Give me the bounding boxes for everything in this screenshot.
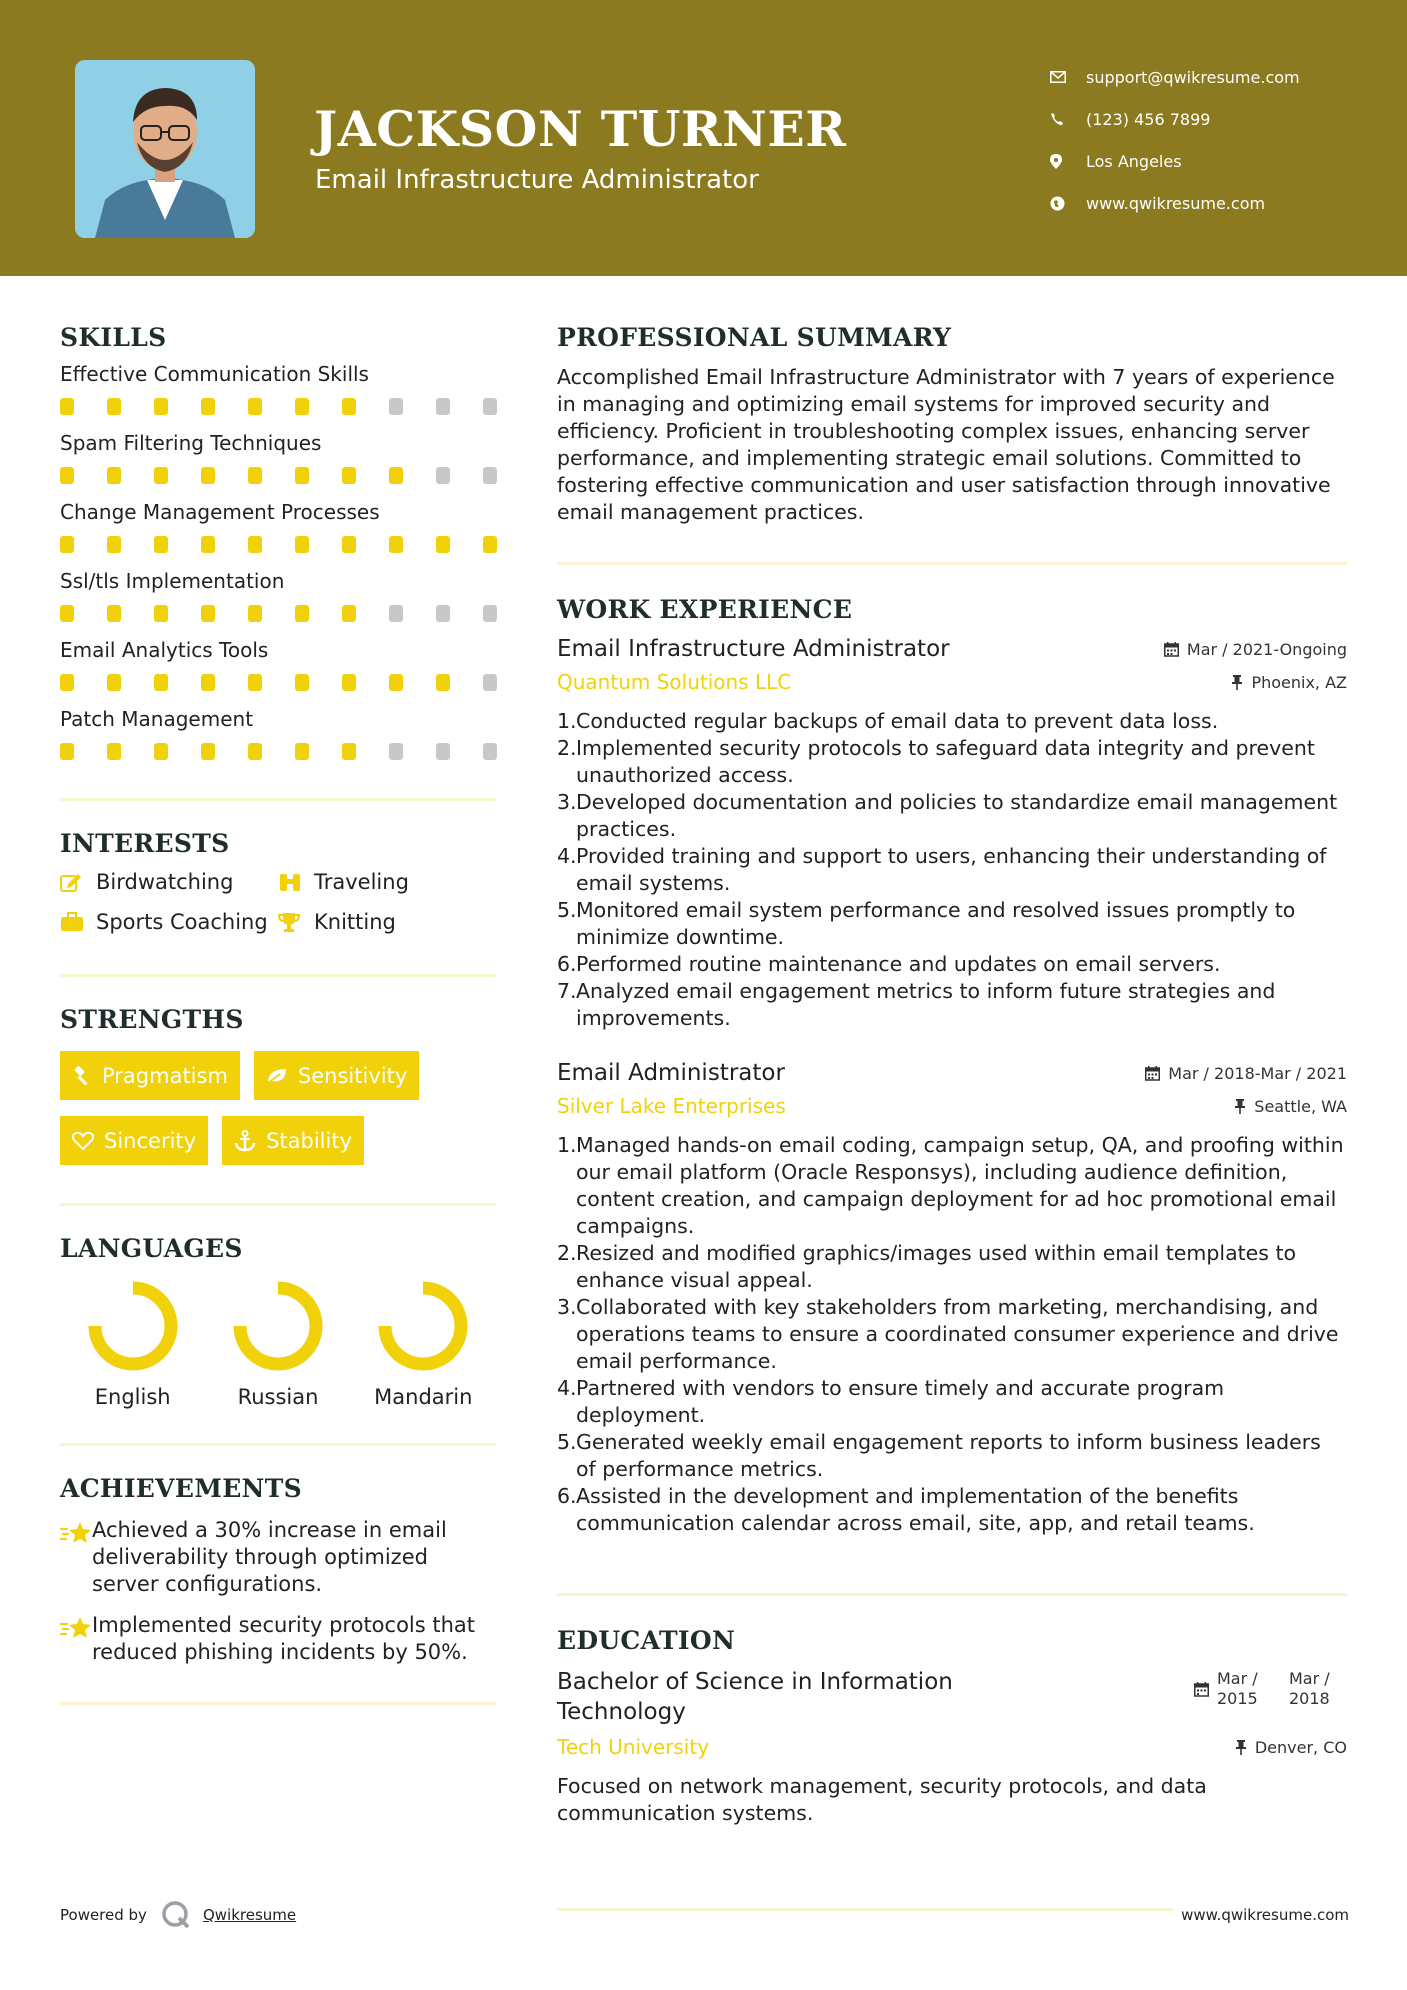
pencil-square-icon — [60, 872, 96, 892]
skill-name: Ssl/tls Implementation — [60, 569, 285, 593]
binoculars-icon — [278, 872, 314, 892]
rating-dot-empty — [483, 467, 497, 484]
envelope-icon — [1050, 71, 1086, 83]
start-year: 2015 — [1217, 1689, 1258, 1708]
list-item: 2. Implemented security protocols to safeguard data integrity and prevent unauthorized access. — [557, 736, 1315, 787]
achievement-text: Achieved a 30% increase in email deliverability through optimized server configurations. — [92, 1518, 447, 1596]
contact-location-text: Los Angeles — [1086, 151, 1182, 171]
rating-dot-filled — [107, 536, 121, 553]
achievements-heading: ACHIEVEMENTS — [60, 1474, 302, 1503]
list-item: 6. Performed routine maintenance and updates on email servers. — [557, 952, 1221, 976]
list-item: 1. Managed hands-on email coding, campaign setup, QA, and proofing within our email platform (Oracle Responsys), including audience definition, content creation, and campaign deployment for ad hoc promotional email campaigns. — [557, 1133, 1344, 1238]
rating-dot-empty — [483, 674, 497, 691]
job-location — [1234, 1097, 1347, 1116]
end-month: Mar / — [1289, 1669, 1330, 1688]
calendar-icon — [1194, 1682, 1209, 1697]
interest-item — [278, 870, 478, 894]
education-location — [1235, 1738, 1347, 1757]
achievements-list — [60, 1517, 496, 1666]
section-divider — [60, 974, 496, 977]
rating-dot-empty — [483, 605, 497, 622]
languages-list — [60, 1279, 496, 1409]
skills-heading: SKILLS — [60, 323, 167, 352]
skill-name: Change Management Processes — [60, 500, 380, 524]
map-pin-icon — [1050, 154, 1086, 169]
language-label: Russian — [237, 1385, 319, 1409]
strength-badge — [254, 1051, 419, 1100]
school-name: Tech University — [557, 1735, 710, 1759]
rating-dot-filled — [436, 536, 450, 553]
rating-dot-filled — [154, 536, 168, 553]
skill-rating — [60, 398, 497, 415]
skill-rating — [60, 674, 497, 691]
left-column — [60, 323, 496, 1705]
interest-label: Birdwatching — [96, 870, 234, 894]
language-item — [205, 1279, 350, 1409]
education-entry — [557, 1667, 1347, 1827]
contact-location — [1050, 140, 1300, 182]
strength-badge — [222, 1116, 364, 1165]
qwikresume-logo-icon — [161, 1900, 191, 1930]
strength-badge — [60, 1051, 240, 1100]
trophy-icon — [278, 912, 314, 932]
language-ring-arc — [95, 1288, 171, 1364]
rating-dot-filled — [60, 674, 74, 691]
skill-rating — [60, 743, 497, 760]
pushpin-icon — [1234, 1099, 1246, 1114]
star-icon — [60, 1517, 92, 1549]
skill-name: Patch Management — [60, 707, 254, 731]
section-divider — [557, 1593, 1347, 1596]
language-ring — [376, 1279, 470, 1373]
rating-dot-filled — [295, 674, 309, 691]
section-divider — [557, 562, 1347, 565]
pushpin-icon — [1235, 1740, 1247, 1755]
globe-icon — [1050, 196, 1086, 211]
job-entry — [557, 1060, 1347, 1537]
list-item: 5. Generated weekly email engagement reports to inform business leaders of performance metrics. — [557, 1430, 1321, 1481]
rating-dot-filled — [248, 536, 262, 553]
skill-rating — [60, 467, 497, 484]
language-ring — [231, 1279, 325, 1373]
language-label: Mandarin — [374, 1385, 473, 1409]
heart-icon — [72, 1131, 94, 1151]
skill-item — [60, 636, 496, 691]
rating-dot-filled — [389, 536, 403, 553]
section-divider — [60, 1443, 496, 1446]
rating-dot-filled — [248, 398, 262, 415]
job-dates-text: Mar / 2021-Ongoing — [1186, 639, 1347, 659]
list-item: 2. Resized and modified graphics/images used within email templates to enhance visual appeal. — [557, 1241, 1297, 1292]
rating-dot-empty — [436, 398, 450, 415]
education-heading: EDUCATION — [557, 1626, 736, 1655]
interest-label: Traveling — [314, 870, 409, 894]
briefcase-icon — [60, 912, 96, 932]
rating-dot-filled — [342, 398, 356, 415]
contact-email[interactable] — [1050, 56, 1300, 98]
interest-label: Knitting — [314, 910, 396, 934]
rating-dot-empty — [389, 605, 403, 622]
rating-dot-filled — [248, 605, 262, 622]
rating-dot-filled — [248, 467, 262, 484]
contact-website[interactable] — [1050, 182, 1300, 224]
rating-dot-filled — [107, 467, 121, 484]
header-banner — [0, 0, 1407, 276]
interest-label: Sports Coaching — [96, 910, 268, 934]
achievement-text: Implemented security protocols that reduced phishing incidents by 50%. — [92, 1613, 476, 1664]
candidate-title: Email Infrastructure Administrator — [315, 165, 759, 195]
rating-dot-filled — [201, 536, 215, 553]
contact-list — [1050, 56, 1300, 224]
job-dates-text: Mar / 2018-Mar / 2021 — [1168, 1063, 1347, 1083]
section-divider — [60, 798, 496, 801]
rating-dot-filled — [342, 536, 356, 553]
job-responsibilities — [557, 1132, 1347, 1537]
end-year: 2018 — [1289, 1689, 1330, 1708]
experience-heading: WORK EXPERIENCE — [557, 595, 853, 624]
company-name: Silver Lake Enterprises — [557, 1094, 786, 1118]
rating-dot-filled — [201, 398, 215, 415]
rating-dot-filled — [342, 743, 356, 760]
rating-dot-filled — [342, 605, 356, 622]
interest-item — [278, 910, 478, 934]
skill-item — [60, 705, 496, 760]
list-item: 1. Conducted regular backups of email data to prevent data loss. — [557, 709, 1219, 733]
degree-title: Bachelor of Science in Information Technology — [557, 1669, 953, 1725]
list-item: 3. Collaborated with key stakeholders from marketing, merchandising, and operations teams to ensure a coordinated consumer experience and drive email performance. — [557, 1295, 1339, 1373]
list-item: 3. Developed documentation and policies to standardize email management practices. — [557, 790, 1338, 841]
list-item: 6. Assisted in the development and implementation of the benefits communication calendar across email, site, app, and retail teams. — [557, 1484, 1255, 1535]
skill-name: Effective Communication Skills — [60, 362, 369, 386]
skill-rating — [60, 536, 497, 553]
summary-text: Accomplished Email Infrastructure Administrator with 7 years of experience in managing and optimizing email systems for improved security and efficiency. Proficient in troubleshooting complex issues, enhancing server performance, and implementing strategic email solutions. Committed to fostering effective communication and user satisfaction through innovative email management practices. — [557, 365, 1335, 524]
strengths-list — [60, 1051, 480, 1165]
rating-dot-filled — [154, 467, 168, 484]
footer-powered — [60, 1900, 296, 1930]
rating-dot-filled — [201, 605, 215, 622]
language-item — [351, 1279, 496, 1409]
job-title: Email Infrastructure Administrator — [557, 636, 950, 662]
rating-dot-filled — [295, 743, 309, 760]
rating-dot-filled — [107, 605, 121, 622]
contact-email-text: support@qwikresume.com — [1086, 67, 1300, 87]
education-description: Focused on network management, security protocols, and data communication systems. — [557, 1774, 1207, 1825]
language-ring-arc — [240, 1288, 316, 1364]
list-item: 7. Analyzed email engagement metrics to inform future strategies and improvements. — [557, 979, 1276, 1030]
brand-link[interactable]: Qwikresume — [202, 1906, 297, 1924]
leaf-icon — [266, 1067, 288, 1085]
strengths-heading: STRENGTHS — [60, 1005, 244, 1034]
rating-dot-filled — [154, 743, 168, 760]
skill-item — [60, 429, 496, 484]
rating-dot-filled — [389, 467, 403, 484]
rating-dot-filled — [295, 605, 309, 622]
interests-heading: INTERESTS — [60, 829, 230, 858]
rating-dot-filled — [295, 536, 309, 553]
rating-dot-empty — [436, 743, 450, 760]
rating-dot-empty — [483, 743, 497, 760]
rating-dot-filled — [60, 743, 74, 760]
rating-dot-filled — [483, 536, 497, 553]
section-divider — [60, 1203, 496, 1206]
languages-heading: LANGUAGES — [60, 1234, 243, 1263]
rating-dot-filled — [154, 674, 168, 691]
education-dates — [1194, 1669, 1347, 1709]
rating-dot-filled — [201, 674, 215, 691]
interests-list — [60, 870, 496, 934]
star-icon — [60, 1612, 92, 1644]
rating-dot-empty — [389, 398, 403, 415]
rating-dot-filled — [295, 398, 309, 415]
language-item — [60, 1279, 205, 1409]
rating-dot-filled — [60, 467, 74, 484]
rating-dot-empty — [483, 398, 497, 415]
job-location — [1231, 673, 1347, 692]
job-location-text: Seattle, WA — [1254, 1096, 1347, 1116]
list-item: 4. Partnered with vendors to ensure timely and accurate program deployment. — [557, 1376, 1225, 1427]
pushpin-icon — [1231, 675, 1243, 690]
rating-dot-empty — [389, 743, 403, 760]
powered-by-text: Powered by — [60, 1906, 147, 1924]
strength-label: Sensitivity — [297, 1063, 408, 1088]
achievement-item — [60, 1517, 496, 1598]
company-name: Quantum Solutions LLC — [557, 670, 792, 694]
achievement-item — [60, 1612, 496, 1666]
right-column — [557, 323, 1347, 1827]
strength-label: Pragmatism — [102, 1063, 228, 1088]
rating-dot-filled — [154, 605, 168, 622]
skill-name: Spam Filtering Techniques — [60, 431, 322, 455]
rating-dot-empty — [436, 605, 450, 622]
interest-item — [60, 910, 278, 934]
rating-dot-filled — [248, 743, 262, 760]
job-title: Email Administrator — [557, 1060, 785, 1086]
rating-dot-filled — [342, 674, 356, 691]
rating-dot-filled — [201, 467, 215, 484]
skill-name: Email Analytics Tools — [60, 638, 269, 662]
profile-photo — [75, 60, 255, 238]
rating-dot-filled — [342, 467, 356, 484]
contact-phone[interactable] — [1050, 98, 1300, 140]
job-location-text: Phoenix, AZ — [1251, 672, 1347, 692]
job-dates — [1164, 640, 1347, 659]
rating-dot-filled — [107, 398, 121, 415]
calendar-icon — [1145, 1066, 1160, 1081]
rating-dot-filled — [389, 674, 403, 691]
anchor-icon — [234, 1130, 256, 1152]
rating-dot-filled — [60, 398, 74, 415]
strength-label: Sincerity — [104, 1128, 197, 1153]
rating-dot-empty — [436, 467, 450, 484]
job-entry — [557, 636, 1347, 1032]
contact-phone-text: (123) 456 7899 — [1086, 109, 1211, 129]
skill-item — [60, 567, 496, 622]
list-item: 5. Monitored email system performance and resolved issues promptly to minimize downtime. — [557, 898, 1296, 949]
contact-website-text: www.qwikresume.com — [1086, 193, 1266, 213]
language-ring — [86, 1279, 180, 1373]
strength-badge — [60, 1116, 208, 1165]
rating-dot-filled — [60, 536, 74, 553]
rating-dot-filled — [107, 743, 121, 760]
rating-dot-filled — [154, 398, 168, 415]
section-divider — [60, 1702, 496, 1705]
education-location-text: Denver, CO — [1254, 1737, 1347, 1757]
rating-dot-filled — [295, 467, 309, 484]
language-ring-arc — [385, 1288, 461, 1364]
rating-dot-filled — [248, 674, 262, 691]
job-responsibilities — [557, 708, 1347, 1032]
candidate-name: JACKSON TURNER — [314, 100, 847, 158]
skill-item — [60, 360, 496, 415]
skill-item — [60, 498, 496, 553]
rating-dot-filled — [436, 674, 450, 691]
start-month: Mar / — [1217, 1669, 1258, 1688]
skill-rating — [60, 605, 497, 622]
summary-heading: PROFESSIONAL SUMMARY — [557, 323, 952, 352]
language-label: English — [94, 1385, 171, 1409]
calendar-icon — [1164, 642, 1179, 657]
phone-icon — [1050, 112, 1086, 126]
gavel-icon — [72, 1066, 92, 1086]
skills-list — [60, 360, 496, 760]
list-item: 4. Provided training and support to users, enhancing their understanding of email systems. — [557, 844, 1327, 895]
rating-dot-filled — [60, 605, 74, 622]
job-dates — [1145, 1064, 1347, 1083]
interest-item — [60, 870, 278, 894]
rating-dot-filled — [201, 743, 215, 760]
strength-label: Stability — [266, 1128, 353, 1153]
footer-website[interactable]: www.qwikresume.com — [1173, 1906, 1349, 1924]
rating-dot-filled — [107, 674, 121, 691]
